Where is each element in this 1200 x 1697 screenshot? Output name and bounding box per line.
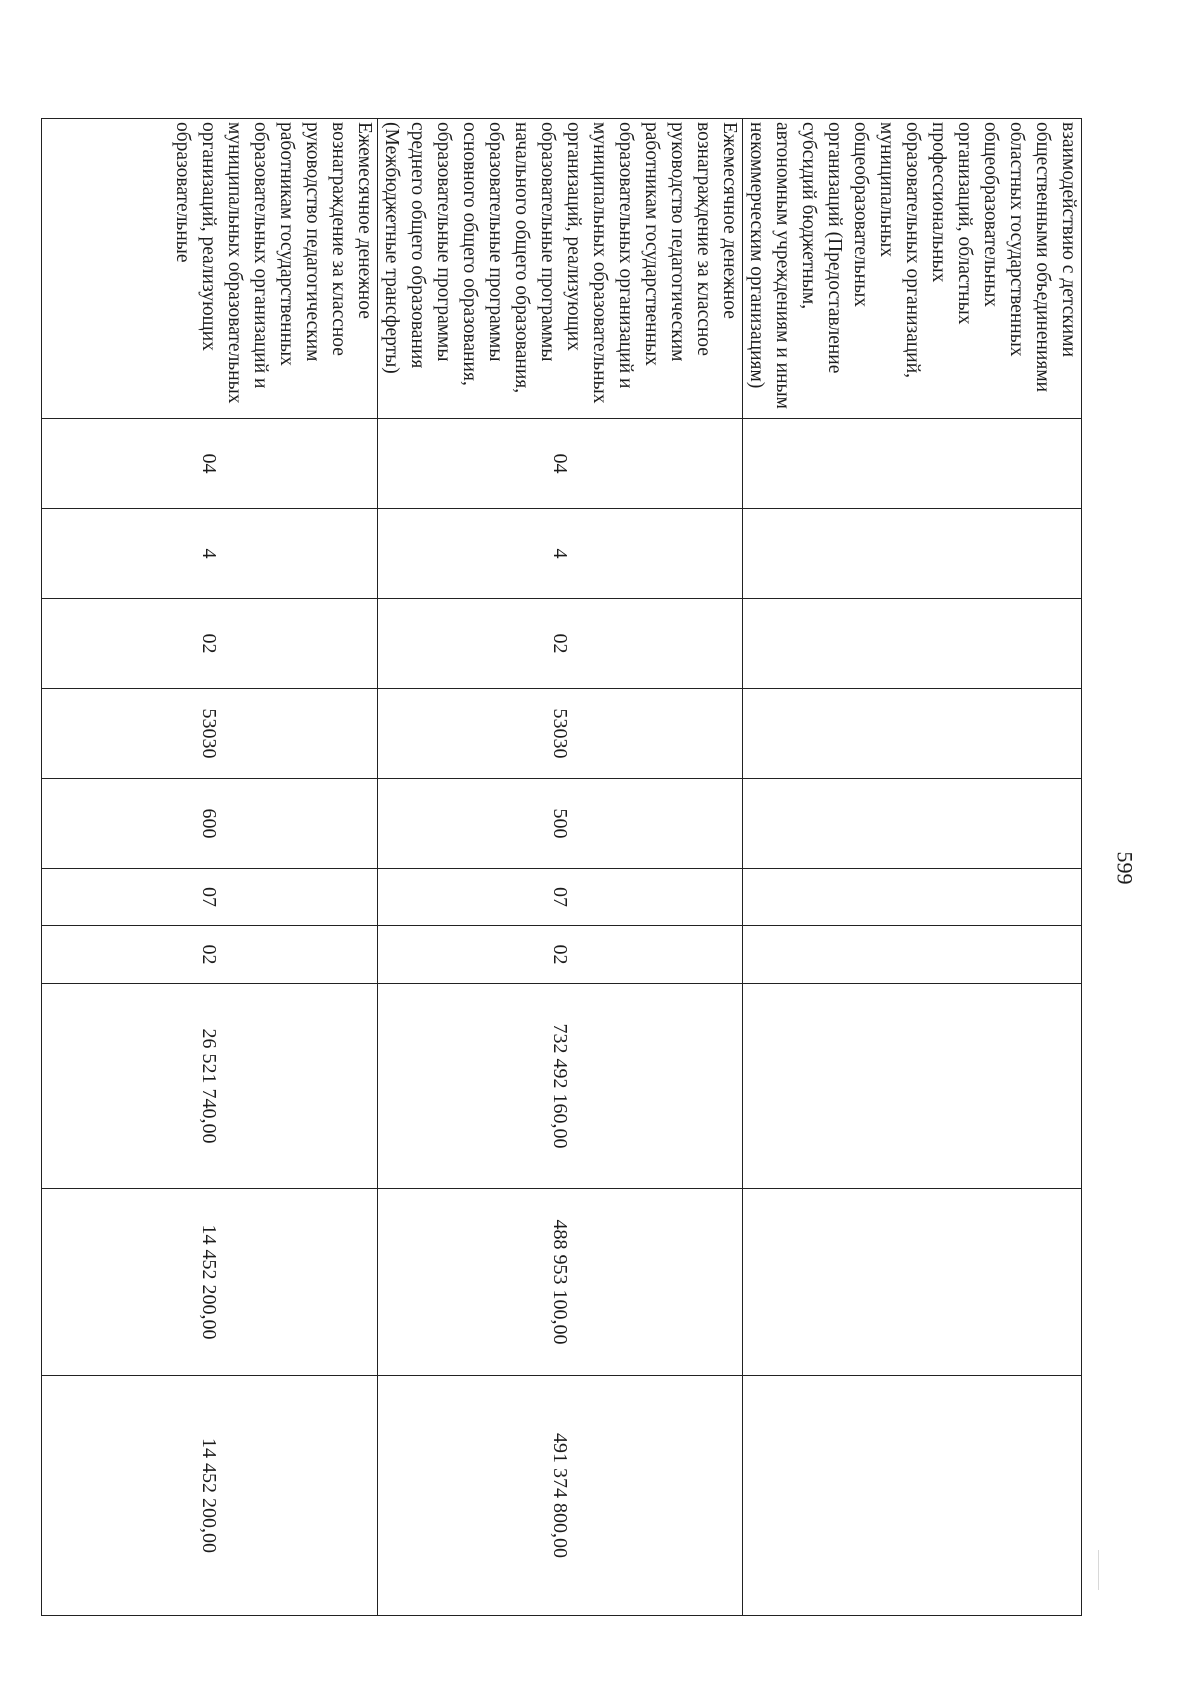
budget-table-rotated	[122, 118, 1082, 1615]
code-cell: 07	[378, 869, 743, 926]
row-description: Ежемесячное денежное вознаграждение за классное руководство педагогическим работникам государственных образовательных организаций и муниципальных образовательных организаций, реализующих образовательные программы начального общего образования, образовательные программы основного общего образования, образовательные программы среднего общего образования (Межбюджетные трансферты)	[378, 119, 743, 419]
code-cell: 02	[42, 599, 378, 689]
code-cell: 500	[378, 779, 743, 869]
page-number: 599	[1112, 851, 1138, 885]
scan-edge-line	[1098, 1550, 1099, 1590]
code-cell: 02	[378, 926, 743, 984]
code-cell	[743, 689, 1082, 779]
code-cell: 02	[378, 599, 743, 689]
code-cell: 600	[42, 779, 378, 869]
budget-table	[41, 118, 1082, 1616]
table-row	[743, 119, 1082, 1616]
code-cell	[743, 599, 1082, 689]
amount-cell: 488 953 100,00	[378, 1189, 743, 1376]
code-cell: 02	[42, 926, 378, 984]
code-cell	[743, 419, 1082, 509]
amount-cell: 732 492 160,00	[378, 984, 743, 1189]
code-cell	[743, 509, 1082, 599]
row-description: Ежемесячное денежное вознаграждение за классное руководство педагогическим работникам государственных образовательных организаций и муниципальных образовательных организаций, реализующих образовательные	[42, 119, 378, 419]
amount-cell: 14 452 200,00	[42, 1189, 378, 1376]
amount-cell	[743, 984, 1082, 1189]
amount-cell	[743, 1376, 1082, 1616]
code-cell: 53030	[378, 689, 743, 779]
table-row	[378, 119, 743, 1616]
code-cell	[743, 926, 1082, 984]
code-cell	[743, 869, 1082, 926]
amount-cell: 14 452 200,00	[42, 1376, 378, 1616]
amount-cell: 26 521 740,00	[42, 984, 378, 1189]
code-cell: 07	[42, 869, 378, 926]
amount-cell: 491 374 800,00	[378, 1376, 743, 1616]
row-description: взаимодействию с детскими общественными объединениями областных государственных общеобразовательных организаций, областных профессиональных образовательных организаций, муниципальных общеобразовательных организаций (Предоставление субсидий бюджетным, автономным учреждениям и иным некоммерческим организациям)	[743, 119, 1082, 419]
amount-cell	[743, 1189, 1082, 1376]
code-cell: 53030	[42, 689, 378, 779]
code-cell: 04	[378, 419, 743, 509]
code-cell: 4	[42, 509, 378, 599]
code-cell	[743, 779, 1082, 869]
code-cell: 4	[378, 509, 743, 599]
code-cell: 04	[42, 419, 378, 509]
table-row	[42, 119, 378, 1616]
